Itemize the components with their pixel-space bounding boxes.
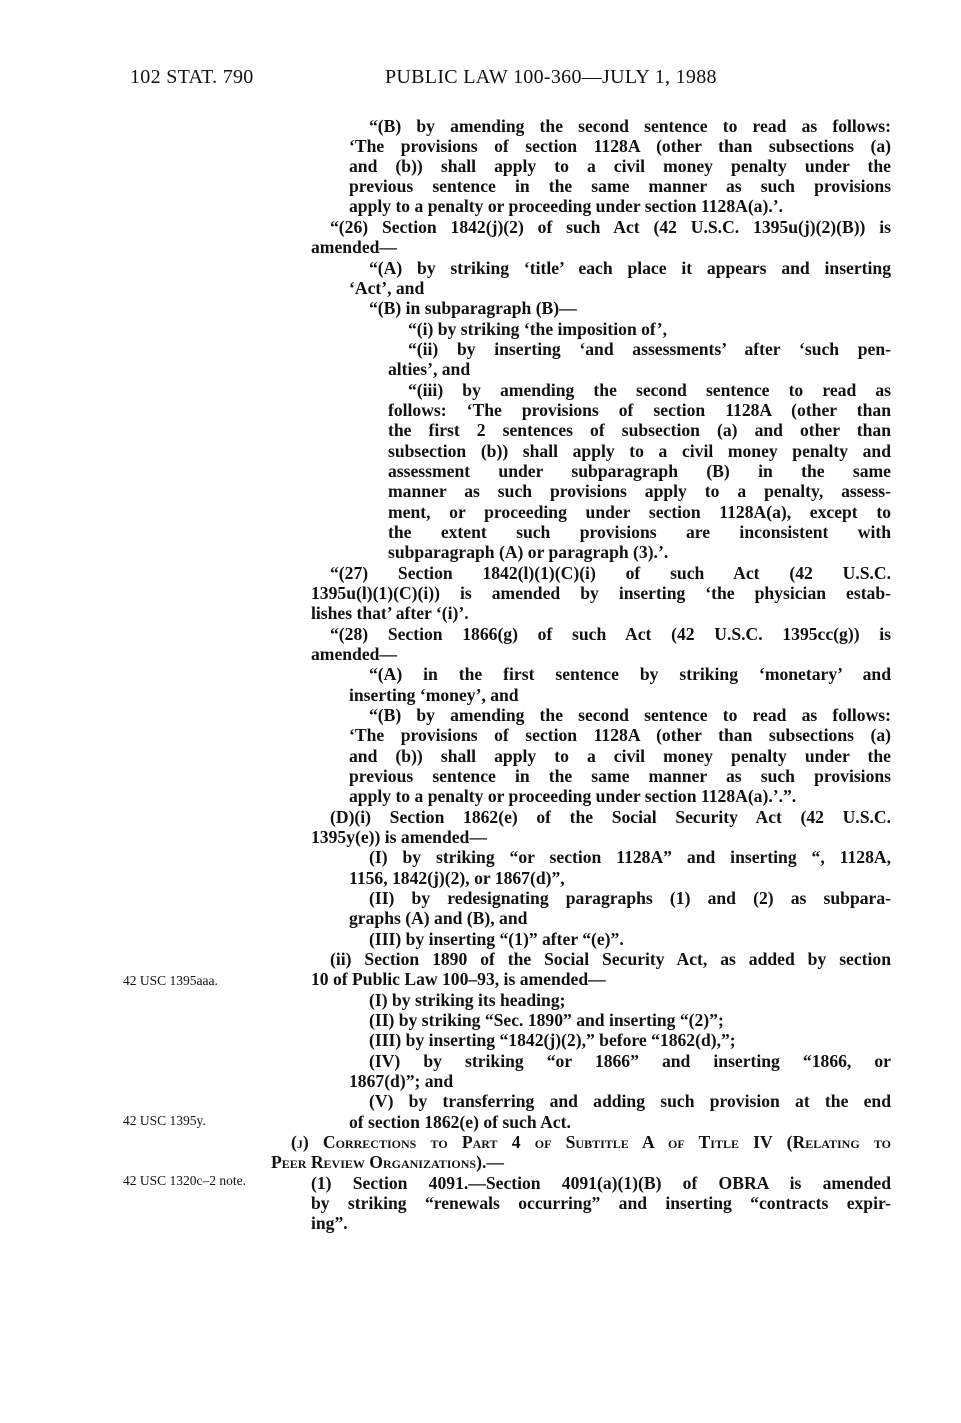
text-line: 1867(d)”; and bbox=[349, 1071, 454, 1091]
text-line: the extent such provisions are inconsistent with bbox=[388, 522, 891, 542]
text-line: “(ii) by inserting ‘and assessments’ after ‘such pen- bbox=[408, 339, 891, 359]
text-line: amended— bbox=[311, 644, 398, 664]
text-line: ‘The provisions of section 1128A (other than subsections (a) bbox=[349, 725, 891, 745]
text-line: (D)(i) Section 1862(e) of the Social Security Act (42 U.S.C. bbox=[330, 807, 891, 827]
text-line: “(27) Section 1842(l)(1)(C)(i) of such Act (42 U.S.C. bbox=[330, 563, 891, 583]
text-line: “(i) by striking ‘the imposition of’, bbox=[408, 319, 668, 339]
text-line: “(B) by amending the second sentence to read as follows: bbox=[369, 116, 891, 136]
text-line: (1) Section 4091.—Section 4091(a)(1)(B) of OBRA is amended bbox=[311, 1173, 891, 1193]
text-line: 10 of Public Law 100–93, is amended— bbox=[311, 969, 606, 989]
text-line: (II) by redesignating paragraphs (1) and (2) as subpara- bbox=[369, 888, 891, 908]
text-line: (II) by striking “Sec. 1890” and inserting “(2)”; bbox=[369, 1010, 724, 1030]
margin-note: 42 USC 1395y. bbox=[123, 1113, 206, 1128]
text-line: subparagraph (A) or paragraph (3).’. bbox=[388, 542, 669, 562]
text-line: ‘Act’, and bbox=[349, 278, 425, 298]
text-line: (V) by transferring and adding such provision at the end bbox=[369, 1091, 891, 1111]
text-line: and (b)) shall apply to a civil money penalty under the bbox=[349, 746, 891, 766]
text-line: lishes that’ after ‘(i)’. bbox=[311, 603, 469, 623]
text-line: follows: ‘The provisions of section 1128A (other than bbox=[388, 400, 891, 420]
text-line: previous sentence in the same manner as such provisions bbox=[349, 176, 891, 196]
text-line: “(B) in subparagraph (B)— bbox=[369, 298, 577, 318]
text-line: subsection (b)) shall apply to a civil money penalty and bbox=[388, 441, 891, 461]
section-heading: Peer Review Organizations).— bbox=[271, 1152, 504, 1172]
running-head: PUBLIC LAW 100-360—JULY 1, 1988 bbox=[385, 66, 717, 88]
text-line: apply to a penalty or proceeding under section 1128A(a).’.”. bbox=[349, 786, 797, 806]
text-line: (I) by striking “or section 1128A” and inserting “, 1128A, bbox=[369, 847, 891, 867]
text-line: ing”. bbox=[311, 1213, 348, 1233]
text-line: manner as such provisions apply to a penalty, assess- bbox=[388, 481, 891, 501]
text-line: of section 1862(e) of such Act. bbox=[349, 1112, 571, 1132]
margin-note: 42 USC 1320c–2 note. bbox=[123, 1173, 246, 1188]
text-line: by striking “renewals occurring” and inserting “contracts expir- bbox=[311, 1193, 891, 1213]
text-line: “(A) by striking ‘title’ each place it appears and inserting bbox=[369, 258, 891, 278]
text-line: inserting ‘money’, and bbox=[349, 685, 519, 705]
text-line: 1156, 1842(j)(2), or 1867(d)”, bbox=[349, 868, 565, 888]
text-line: graphs (A) and (B), and bbox=[349, 908, 528, 928]
text-line: (III) by inserting “(1)” after “(e)”. bbox=[369, 929, 624, 949]
page-number: 102 STAT. 790 bbox=[130, 66, 254, 88]
text-line: “(B) by amending the second sentence to read as follows: bbox=[369, 705, 891, 725]
text-line: ‘The provisions of section 1128A (other than subsections (a) bbox=[349, 136, 891, 156]
text-line: apply to a penalty or proceeding under section 1128A(a).’. bbox=[349, 196, 783, 216]
text-line: assessment under subparagraph (B) in the same bbox=[388, 461, 891, 481]
text-line: previous sentence in the same manner as such provisions bbox=[349, 766, 891, 786]
section-heading: (j) Corrections to Part 4 of Subtitle A of Title IV (Relating to bbox=[291, 1132, 891, 1152]
text-line: the first 2 sentences of subsection (a) and other than bbox=[388, 420, 891, 440]
text-line: (I) by striking its heading; bbox=[369, 990, 566, 1010]
text-line: “(26) Section 1842(j)(2) of such Act (42 U.S.C. 1395u(j)(2)(B)) is bbox=[330, 217, 891, 237]
text-line: “(28) Section 1866(g) of such Act (42 U.S.C. 1395cc(g)) is bbox=[330, 624, 891, 644]
text-line: “(iii) by amending the second sentence to read as bbox=[408, 380, 891, 400]
text-line: alties’, and bbox=[388, 359, 471, 379]
text-line: and (b)) shall apply to a civil money penalty under the bbox=[349, 156, 891, 176]
text-line: ment, or proceeding under section 1128A(a), except to bbox=[388, 502, 891, 522]
text-line: amended— bbox=[311, 237, 398, 257]
text-line: (IV) by striking “or 1866” and inserting “1866, or bbox=[369, 1051, 891, 1071]
margin-note: 42 USC 1395aaa. bbox=[123, 973, 218, 988]
text-line: (III) by inserting “1842(j)(2),” before “1862(d),”; bbox=[369, 1030, 736, 1050]
text-line: “(A) in the first sentence by striking ‘monetary’ and bbox=[369, 664, 891, 684]
text-line: 1395y(e)) is amended— bbox=[311, 827, 487, 847]
text-line: (ii) Section 1890 of the Social Security Act, as added by section bbox=[330, 949, 891, 969]
text-line: 1395u(l)(1)(C)(i)) is amended by inserting ‘the physician estab- bbox=[311, 583, 891, 603]
